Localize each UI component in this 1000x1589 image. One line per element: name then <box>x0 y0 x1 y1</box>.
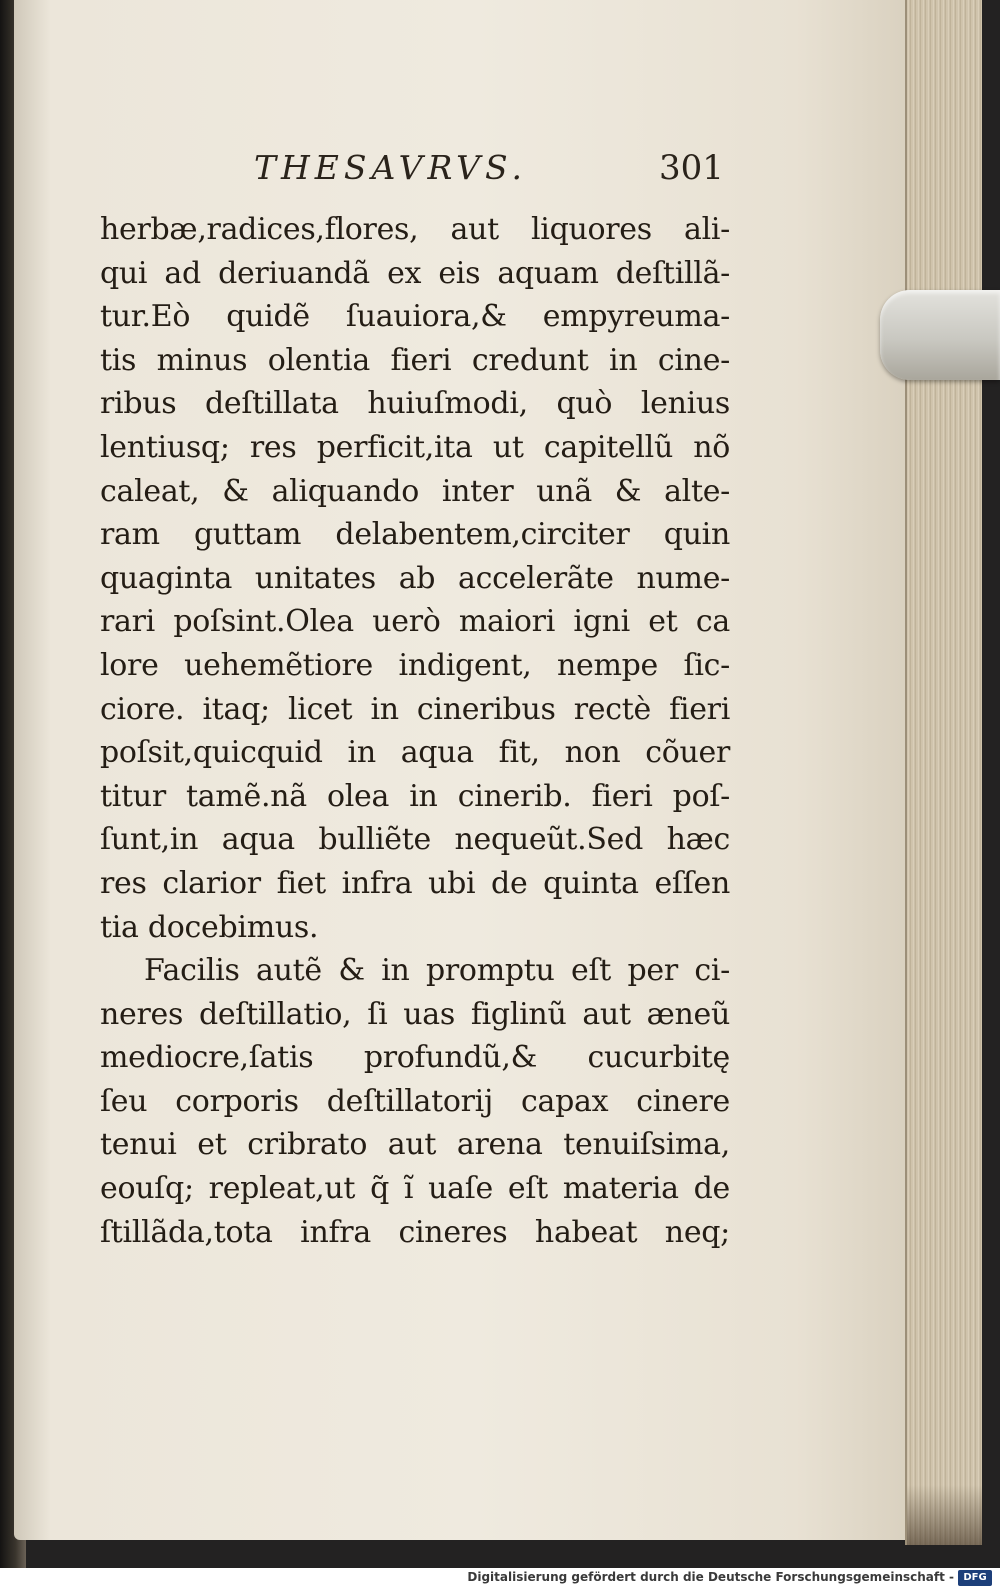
text-line: titur tamẽ.nã olea in cinerib. fieri poſ- <box>100 778 730 814</box>
text-line: rari poſsint.Olea uerò maiori igni et ca <box>100 604 730 640</box>
text-line: mediocre,ſatis profundũ,& cucurbitę <box>100 1040 730 1076</box>
running-head <box>254 148 724 198</box>
text-line: Facilis autẽ & in promptu eſt per ci- <box>144 953 730 989</box>
text-line: herbæ,radices,flores, aut liquores ali- <box>100 212 730 247</box>
text-line: poſsit,quicquid in aqua fit, non cõuer <box>100 735 730 771</box>
text-line: neres deſtillatio, ſi uas figlinũ aut æneũ <box>100 996 730 1032</box>
text-line: caleat, & aliquando inter unã & alte- <box>100 473 730 509</box>
text-line: tur.Eò quidẽ ſuauiora,& empyreuma- <box>100 299 730 335</box>
page-stack-edges <box>905 0 982 1545</box>
page-stack-shadow <box>907 1485 982 1545</box>
text-line: lentiusq; res perficit,ita ut capitellũ nõ <box>100 429 730 465</box>
text-line: quaginta unitates ab accelerãte nume- <box>100 560 730 596</box>
text-line: ram guttam delabentem,circiter quin <box>100 517 730 553</box>
text-line: res clarior fiet infra ubi de quinta eſſen <box>100 865 730 901</box>
text-line: tis minus olentia fieri credunt in cine- <box>100 342 730 378</box>
text-block <box>100 208 730 1254</box>
text-line: lore uehemẽtiore indigent, nempe ſic- <box>100 647 730 683</box>
text-line: ſunt,in aqua bulliẽte nequeũt.Sed hæc <box>100 822 730 858</box>
text-line: ribus deſtillata huiuſmodi, quò lenius <box>100 386 730 422</box>
text-line: ciore. itaq; licet in cineribus rectè fieri <box>100 691 730 727</box>
text-line: ſtillãda,tota infra cineres habeat neq; <box>100 1214 730 1250</box>
text-line: tia docebimus. <box>100 909 319 945</box>
dfg-logo: DFG <box>958 1570 992 1586</box>
text-line: eouſq; repleat,ut q̃ ĩ uaſe eſt materia de <box>100 1171 730 1207</box>
book-page <box>14 0 934 1540</box>
footer-credit: Digitalisierung gefördert durch die Deutsche Forschungsgemeinschaft - <box>467 1570 954 1584</box>
bookmark-tab <box>880 290 1000 380</box>
page-number: 301 <box>659 148 724 188</box>
text-line: qui ad deriuandã ex eis aquam deſtillã- <box>100 255 730 291</box>
text-line: tenui et cribrato aut arena tenuiſsima, <box>100 1127 730 1163</box>
running-title: THESAVRVS. <box>254 148 527 187</box>
footer-bar <box>0 1568 1000 1589</box>
text-line: ſeu corporis deſtillatorij capax cinere <box>100 1083 730 1119</box>
